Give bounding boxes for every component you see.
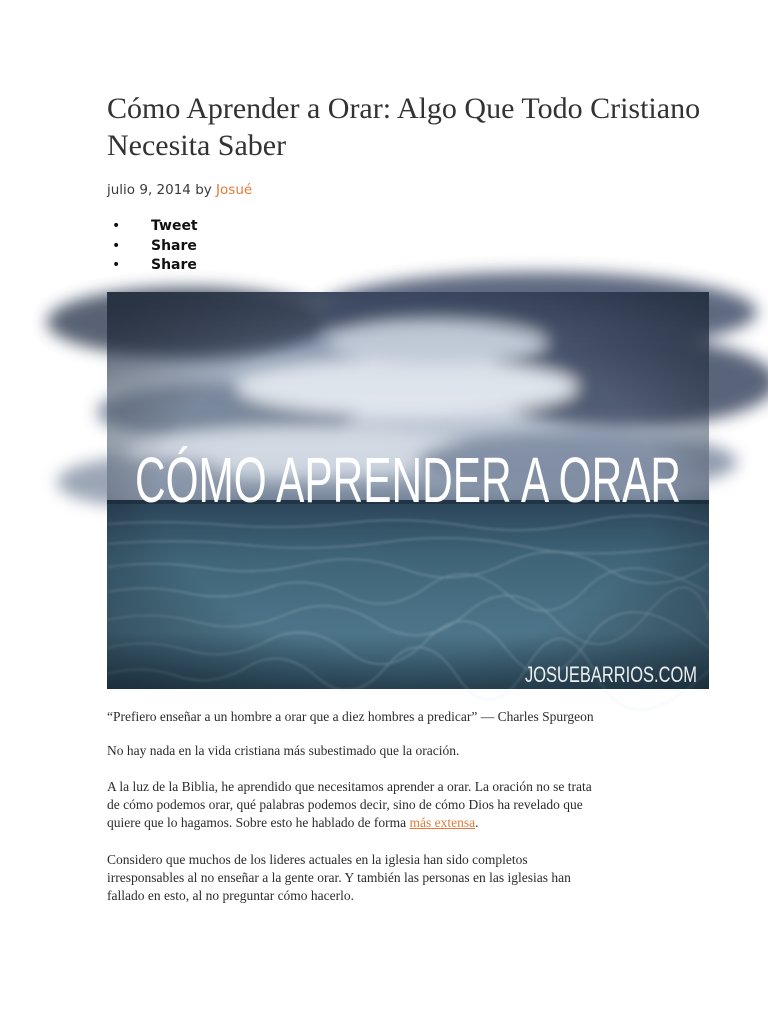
- ocean-sky-image: [107, 292, 709, 689]
- bullet-icon: •: [112, 257, 121, 273]
- paragraph: No hay nada en la vida cristiana más subestimado que la oración.: [107, 743, 460, 758]
- paragraph-line: A la luz de la Biblia, he aprendido que necesitamos aprender a orar. La oración no se trata: [107, 779, 592, 794]
- hero-image: [107, 292, 709, 689]
- hero-headline: CÓMO APRENDER A ORAR: [135, 444, 681, 516]
- paragraph-line: Considero que muchos de los lideres actuales en la iglesia han sido completos: [107, 852, 528, 867]
- bullet-icon: •: [112, 237, 121, 254]
- hero-watermark: JOSUEBARRIOS.COM: [525, 662, 697, 687]
- paragraph-line: irresponsables al no enseñar a la gente orar. Y también las personas en las iglesias han: [107, 870, 571, 885]
- paragraph-line: quiere que lo hagamos. Sobre esto he hablado de forma: [107, 815, 407, 830]
- mas-extensa-link[interactable]: más extensa: [409, 815, 476, 830]
- paragraph-line: de cómo podemos orar, qué palabras podemos decir, sino de cómo Dios ha revelado que: [107, 797, 583, 812]
- paragraph: [107, 851, 667, 905]
- quote-paragraph: “Prefiero enseñar a un hombre a orar que a diez hombres a predicar” — Charles Spurgeon: [107, 709, 594, 724]
- paragraph-end: .: [475, 815, 479, 830]
- tweet-button[interactable]: Tweet: [151, 218, 198, 234]
- bullet-icon: •: [112, 218, 121, 234]
- paragraph-line: fallado en esto, al no preguntar cómo hacerlo.: [107, 888, 355, 903]
- article-title: Cómo Aprender a Orar: Algo Que Todo Cristiano Necesita Saber: [107, 92, 701, 162]
- share-button[interactable]: Share: [151, 257, 197, 273]
- share-button[interactable]: Share: [151, 237, 197, 254]
- paragraph: [107, 778, 667, 832]
- post-by: by: [195, 182, 212, 198]
- post-meta: [107, 181, 252, 199]
- author-link[interactable]: Josué: [216, 182, 253, 198]
- post-date: julio 9, 2014: [107, 182, 191, 198]
